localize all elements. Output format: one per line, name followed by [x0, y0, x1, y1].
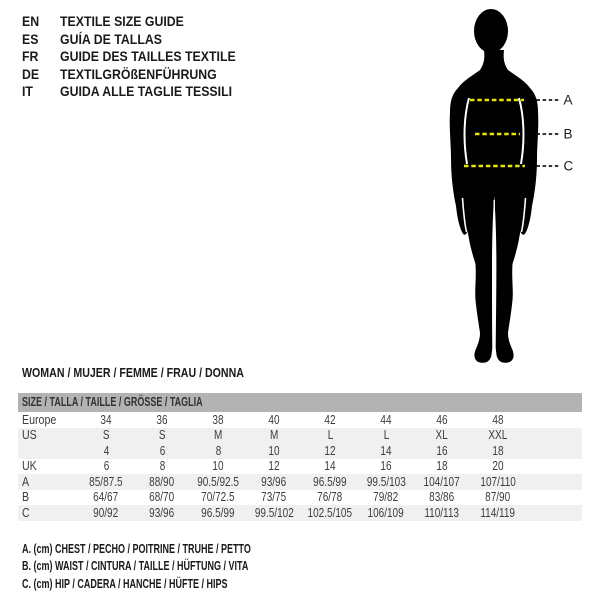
cell: L	[327, 428, 333, 443]
lang-row-en	[22, 13, 260, 31]
cell: XL	[435, 428, 449, 443]
row-label: US	[22, 428, 37, 443]
legend-waist-text: B. (cm) WAIST / CINTURA / TAILLE / HÜFTUNG / VITA	[22, 559, 249, 574]
cell: 70/72.5	[201, 490, 235, 505]
table-header-text: SIZE / TALLA / TAILLE / GRÖSSE / TAGLIA	[22, 395, 203, 409]
lang-code-es: ES	[22, 30, 39, 47]
cell: 96.5/99	[313, 474, 347, 489]
cell: 83/86	[429, 490, 455, 505]
legend-hip-text: C. (cm) HIP / CADERA / HANCHE / HÜFTE / HIPS	[22, 576, 228, 591]
cell: S	[158, 428, 166, 443]
cell: 110/113	[424, 505, 460, 520]
cell: 76/78	[317, 490, 343, 505]
lang-row-it	[22, 83, 260, 101]
cell: S	[102, 428, 110, 443]
cell: 96.5/99	[201, 505, 235, 520]
cell: L	[383, 428, 389, 443]
table-row-uk	[18, 459, 582, 475]
table-row-waist	[18, 490, 582, 506]
row-label: UK	[22, 459, 37, 474]
silhouette-svg	[420, 0, 580, 370]
cell: 90.5/92.5	[197, 474, 239, 489]
table-row-us-numeric	[18, 443, 582, 459]
cell: 107/110	[480, 474, 516, 489]
row-label: A	[22, 474, 30, 489]
cell: 68/70	[149, 490, 175, 505]
table-row-europe	[18, 412, 582, 428]
cell: 38	[212, 412, 224, 427]
row-label: B	[22, 490, 30, 505]
cell: 18	[436, 459, 448, 474]
cell: 64/67	[93, 490, 119, 505]
cell: 34	[100, 412, 112, 427]
lang-title-it: GUIDA ALLE TAGLIE TESSILI	[60, 83, 233, 100]
cell: 46	[436, 412, 448, 427]
cell: 10	[268, 443, 280, 458]
cell: 4	[103, 443, 109, 458]
cell: 99.5/102	[254, 505, 294, 520]
cell: 48	[492, 412, 504, 427]
lang-title-en: TEXTILE SIZE GUIDE	[60, 13, 184, 29]
cell: 40	[268, 412, 280, 427]
cell: 93/96	[149, 505, 175, 520]
cell: 6	[103, 459, 109, 474]
size-table	[18, 393, 582, 521]
legend-hip	[22, 576, 340, 593]
cell: 42	[324, 412, 336, 427]
cell: 99.5/103	[366, 474, 406, 489]
section-title-text: WOMAN / MUJER / FEMME / FRAU / DONNA	[22, 366, 244, 380]
cell: XXL	[488, 428, 508, 443]
cell: 16	[436, 443, 448, 458]
cell: M	[213, 428, 223, 443]
cell: 93/96	[261, 474, 287, 489]
table-header-bar	[18, 393, 582, 412]
lang-row-es	[22, 31, 260, 49]
cell: 87/90	[485, 490, 511, 505]
cell: 79/82	[373, 490, 399, 505]
cell: 18	[492, 443, 504, 458]
legend-waist	[22, 558, 340, 575]
cell: 90/92	[93, 505, 119, 520]
cell: 20	[492, 459, 504, 474]
language-title-block	[22, 13, 260, 101]
cell: 6	[159, 443, 165, 458]
legend-chest-text: A. (cm) CHEST / PECHO / POITRINE / TRUHE / PETTO	[22, 542, 251, 556]
cell: 10	[212, 459, 224, 474]
lang-code-en: EN	[22, 13, 40, 29]
silhouette-head	[474, 9, 508, 53]
measurement-legend	[22, 541, 340, 593]
cell: 88/90	[149, 474, 175, 489]
cell: 114/119	[480, 505, 516, 520]
row-label: Europe	[22, 412, 57, 427]
marker-label-b: B	[563, 126, 573, 142]
lang-code-fr: FR	[22, 48, 39, 65]
cell: 44	[380, 412, 392, 427]
cell: 85/87.5	[89, 474, 123, 489]
cell: M	[269, 428, 279, 443]
cell: 36	[156, 412, 168, 427]
lang-title-es: GUÍA DE TALLAS	[60, 30, 162, 47]
lang-code-de: DE	[22, 65, 40, 82]
table-row-chest	[18, 474, 582, 490]
cell: 12	[324, 443, 336, 458]
cell: 14	[380, 443, 392, 458]
cell: 8	[159, 459, 165, 474]
legend-chest	[22, 541, 340, 558]
lang-title-fr: GUIDE DES TAILLES TEXTILE	[60, 48, 236, 65]
marker-label-c: C	[563, 158, 574, 174]
lang-row-fr	[22, 48, 260, 66]
section-title	[22, 366, 283, 380]
lang-row-de	[22, 66, 260, 84]
woman-silhouette-figure	[420, 0, 580, 370]
cell: 16	[380, 459, 392, 474]
table-row-hip	[18, 505, 582, 521]
table-row-us-letter	[18, 428, 582, 444]
cell: 104/107	[423, 474, 461, 489]
lang-title-de: TEXTILGRÖßENFÜHRUNG	[60, 65, 217, 82]
lang-code-it: IT	[22, 83, 33, 100]
cell: 14	[324, 459, 336, 474]
cell: 106/109	[367, 505, 405, 520]
cell: 73/75	[261, 490, 287, 505]
cell: 102.5/105	[307, 505, 353, 520]
row-label: C	[22, 505, 30, 520]
marker-label-a: A	[563, 92, 573, 108]
cell: 8	[215, 443, 221, 458]
cell: 12	[268, 459, 280, 474]
